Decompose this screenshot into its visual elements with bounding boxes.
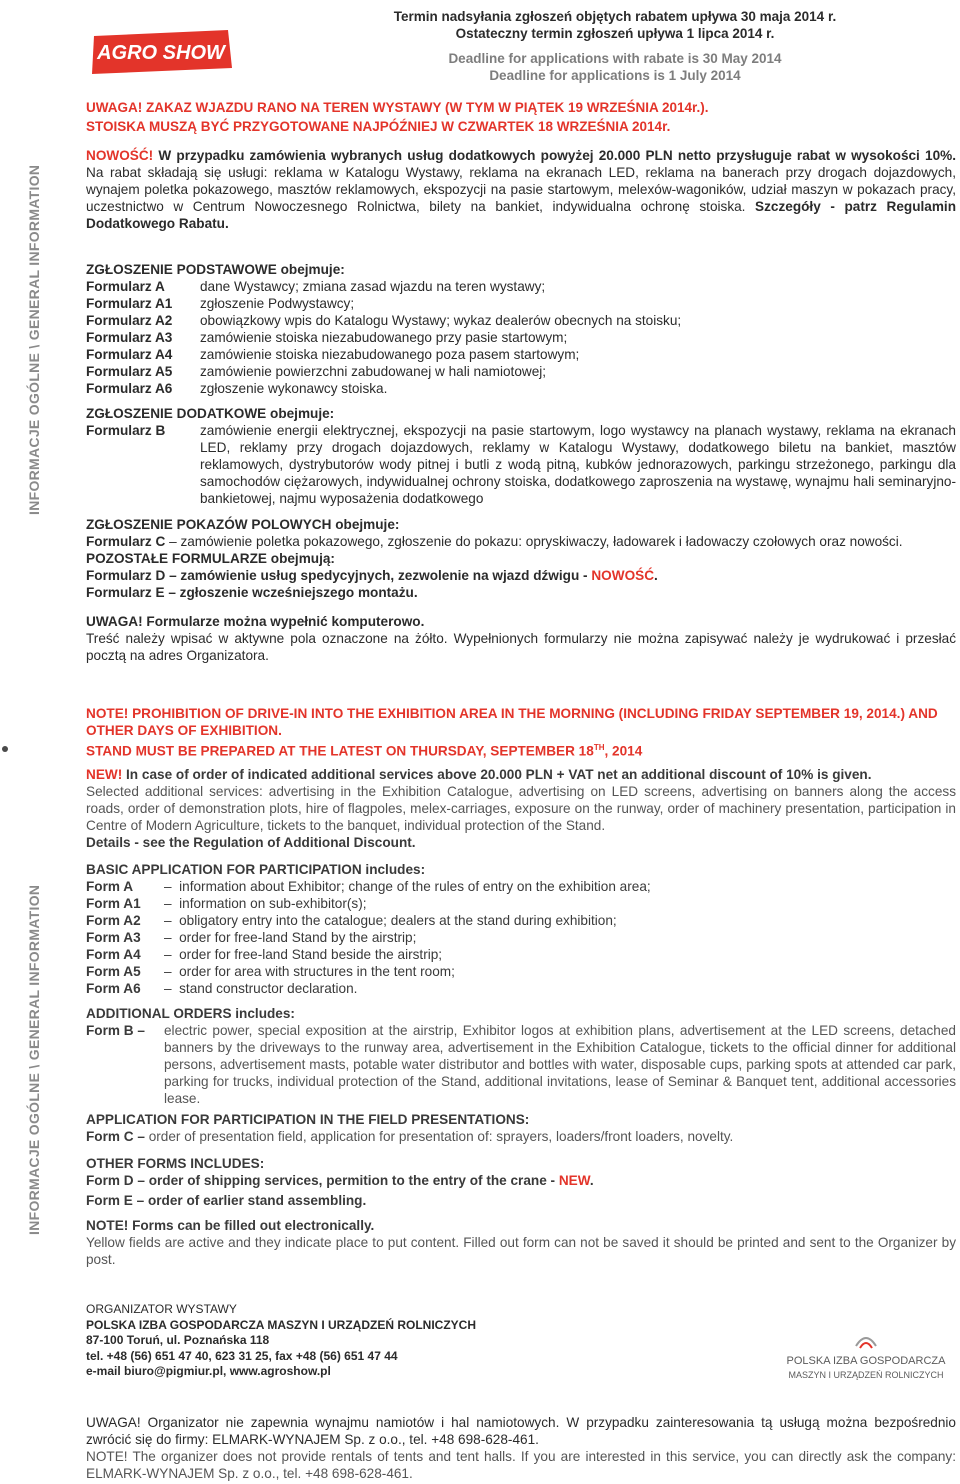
- organizer-address: 87-100 Toruń, ul. Poznańska 118: [86, 1333, 270, 1347]
- deadline-pl: Termin nadsyłania zgłoszeń objętych rabatem upływa 30 maja 2014 r. Ostateczny termin zgłoszeń upływa 1 lipca 2014 r.: [393, 9, 837, 41]
- english-section: [86, 766, 956, 1268]
- list-item: Form A1 – information on sub-exhibitor(s);: [86, 896, 367, 911]
- agro-show-logo: [88, 28, 234, 76]
- basic-heading-pl: ZGŁOSZENIE PODSTAWOWE obejmuje:: [86, 262, 345, 277]
- list-item: Formularz A2 obowiązkowy wpis do Katalogu Wystawy; wykaz dealerów obecnych na stoisku;: [86, 313, 682, 328]
- form-e-en: Form E – order of earlier stand assembling.: [86, 1193, 367, 1208]
- list-item: Formularz A1 zgłoszenie Podwystawcy;: [86, 296, 355, 311]
- form-b-en: Form B – electric power, special exposition at the airstrip, Exhibitor logos at exhibition plans, advertisement at the LED screens, detached banners by the driveways to the runway area, advertisement in the Exhibition Catalogue, tickets to the official dinner for additional persons, advertisement masts, potable water distributor and bottles with water, disposable cups, parking spots at attended car park, parking for trucks, individual protection of the Stand, additional invitations, lease of Seminar & Banquet tent, additional accessories lease.: [86, 1023, 956, 1106]
- svg-text:AGRO SHOW: AGRO SHOW: [97, 42, 225, 64]
- polish-section: [86, 147, 956, 664]
- pig-logo: [778, 1328, 954, 1384]
- warning-en: NOTE! PROHIBITION OF DRIVE-IN INTO THE EXHIBITION AREA IN THE MORNING (INCLUDING FRIDAY SEPTEMBER 19, 2014.) AND OTHER DAYS OF EXHIBITION. STAND MUST BE PREPARED AT THE LATEST ON THURSDAY, SEPTEMBER 18TH, 2014: [86, 706, 938, 759]
- basic-list-en: [86, 878, 956, 997]
- list-item: Form A – information about Exhibitor; change of the rules of entry on the exhibition area;: [86, 879, 651, 894]
- services-en: Selected additional services: advertising in the Exhibition Catalogue, advertising on LED screens, advertising on banners along the access roads, order of demonstration plots, hire of flagpoles, melex-carriages, exposure on the runway, order of machinery presentation, participation in Centre of Modern Agriculture, tickets to the banquet, individual protection of the Stand.: [86, 784, 956, 833]
- bottom-notes: [86, 1414, 956, 1482]
- list-item: Formularz A6 zgłoszenie wykonawcy stoiska.: [86, 381, 388, 396]
- list-item: Formularz A4 zamówienie stoiska niezabudowanego poza pasem startowym;: [86, 347, 580, 362]
- form-c-en: Form C – order of presentation field, application for presentation of: sprayers, loaders/front loaders, novelty.: [86, 1129, 734, 1144]
- side-label-bottom: INFORMACJE OGÓLNE \ GENERAL INFORMATION: [26, 884, 42, 1236]
- new-discount-en: NEW! In case of order of indicated additional services above 20.000 PLN + VAT net an additional discount of 10% is given.: [86, 767, 872, 782]
- organizer-block: [86, 1302, 476, 1380]
- bullet-dot: [2, 746, 8, 752]
- additional-heading-pl: ZGŁOSZENIE DODATKOWE obejmuje:: [86, 406, 335, 421]
- note-text-en: Yellow fields are active and they indicate place to put content. Filled out form can not be saved it should be printed and sent to the Organizer by post.: [86, 1235, 956, 1267]
- svg-text:MASZYN I URZĄDZEŃ ROLNICZYCH: MASZYN I URZĄDZEŃ ROLNICZYCH: [788, 1370, 944, 1380]
- list-item: Form A5 – order for area with structures in the tent room;: [86, 964, 455, 979]
- organizer-phones: tel. +48 (56) 651 47 40, 623 31 25, fax +48 (56) 651 47 44: [86, 1348, 398, 1363]
- list-item: Form A6 – stand constructor declaration.: [86, 981, 358, 996]
- form-d-pl: Formularz D – zamówienie usług spedycyjnych, zezwolenie na wjazd dźwigu - NOWOŚĆ.: [86, 568, 658, 583]
- organizer-name: POLSKA IZBA GOSPODARCZA MASZYN I URZĄDZEŃ ROLNICZYCH: [86, 1317, 476, 1332]
- form-d-en: Form D – order of shipping services, permition to the entry of the crane - NEW.: [86, 1173, 594, 1188]
- field-heading-pl: ZGŁOSZENIE POKAZÓW POLOWYCH obejmuje:: [86, 517, 400, 532]
- additional-heading-en: ADDITIONAL ORDERS includes:: [86, 1006, 295, 1021]
- organizer-title: ORGANIZATOR WYSTAWY: [86, 1302, 237, 1316]
- deadline-en: Deadline for applications with rabate is 30 May 2014 Deadline for applications is 1 July 2014: [448, 51, 782, 83]
- form-b-pl: Formularz B zamówienie energii elektrycznej, ekspozycji na pasie startowym, logo wystawcy na planach wystawy, reklama na ekranach LED, reklamy przy drogach dojazdowych, reklamy w Katalogu Wystawy, dodatkowego biletu na bankiet, masztów reklamowych, dystrybutorów wody pitnej i butli z wodą pitną, kubków jednorazowych, parkingu strzeżonego, parkingu dla samochodów ciężarowych, indywidualnej ochrony stoiska, dodatkowego zaproszenia na wystawę, wynajmu hali seminaryjno-bankietowej, najmu wyposażenia dodatkowego: [86, 423, 956, 506]
- form-e-pl: Formularz E – zgłoszenie wcześniejszego montażu.: [86, 585, 418, 600]
- bottom-note-en: NOTE! The organizer does not provide rentals of tents and tent halls. If you are interested in this service, you can directly ask the company: ELMARK-WYNAJEM Sp. z o.o., tel. +48 698-628-461.: [86, 1449, 956, 1481]
- note-heading-pl: UWAGA! Formularze można wypełnić komputerowo.: [86, 614, 425, 629]
- list-item: Form A2 – obligatory entry into the catalogue; dealers at the stand during exhibition;: [86, 913, 617, 928]
- other-heading-en: OTHER FORMS INCLUDES:: [86, 1156, 265, 1171]
- svg-text:POLSKA IZBA GOSPODARCZA: POLSKA IZBA GOSPODARCZA: [786, 1355, 946, 1367]
- note-heading-en: NOTE! Forms can be filled out electronically.: [86, 1218, 375, 1233]
- warning-pl: UWAGA! ZAKAZ WJAZDU RANO NA TEREN WYSTAWY (W TYM W PIĄTEK 19 WRZEŚNIA 2014r.). STOISKA MUSZĄ BYĆ PRZYGOTOWANE NAJPÓŹNIEJ W CZWARTEK 18 WRZEŚNIA 2014r.: [86, 100, 709, 134]
- other-heading-pl: POZOSTAŁE FORMULARZE obejmują:: [86, 551, 335, 566]
- basic-heading-en: BASIC APPLICATION FOR PARTICIPATION includes:: [86, 862, 426, 877]
- note-text-pl: Treść należy wpisać w aktywne pola oznaczone na żółto. Wypełnionych formularzy nie można zapisywać należy je wydrukować i przesłać pocztą na adres Organizatora.: [86, 631, 956, 663]
- bottom-note-pl: UWAGA! Organizator nie zapewnia wynajmu namiotów i hal namiotowych. W przypadku zainteresowania tą usługą można bezpośrednio zwrócić się do firmy: ELMARK-WYNAJEM Sp. z o.o., tel. +48 698-628-461.: [86, 1415, 956, 1447]
- basic-list-pl: [86, 278, 956, 397]
- list-item: Form A4 – order for free-land Stand beside the airstrip;: [86, 947, 443, 962]
- side-label-top: INFORMACJE OGÓLNE \ GENERAL INFORMATION: [26, 164, 42, 516]
- field-heading-en: APPLICATION FOR PARTICIPATION IN THE FIELD PRESENTATIONS:: [86, 1112, 530, 1127]
- details-en: Details - see the Regulation of Additional Discount.: [86, 835, 416, 850]
- form-c-pl: Formularz C – zamówienie poletka pokazowego, zgłoszenie do pokazu: opryskiwaczy, ładowarek i ładowaczy czołowych oraz nowości.: [86, 534, 903, 549]
- list-item: Formularz A5 zamówienie powierzchni zabudowanej w hali namiotowej;: [86, 364, 547, 379]
- new-discount-pl: NOWOŚĆ! W przypadku zamówienia wybranych usług dodatkowych powyżej 20.000 PLN netto przysługuje rabat w wysokości 10%. Na rabat składają się usługi: reklama w Katalogu Wystawy, reklama na ekranach LED, reklama na banerach przy drogach dojazdowych, wynajem poletka pokazowego, masztów reklamowych, ekspozycji na pasie startowym, melexów-wagoników, udział maszyn w pokazach pracy, uczestnictwo w Centrum Nowoczesnego Rolnictwa, bilety na bankiet, indywidualna ochronę stoiska. Szczegóły - patrz Regulamin Dodatkowego Rabatu.: [86, 148, 956, 231]
- list-item: Formularz A dane Wystawcy; zmiana zasad wjazdu na teren wystawy;: [86, 279, 546, 294]
- list-item: Form A3 – order for free-land Stand by the airstrip;: [86, 930, 417, 945]
- list-item: Formularz A3 zamówienie stoiska niezabudowanego przy pasie startowym;: [86, 330, 568, 345]
- organizer-email: e-mail biuro@pigmiur.pl, www.agroshow.pl: [86, 1364, 331, 1378]
